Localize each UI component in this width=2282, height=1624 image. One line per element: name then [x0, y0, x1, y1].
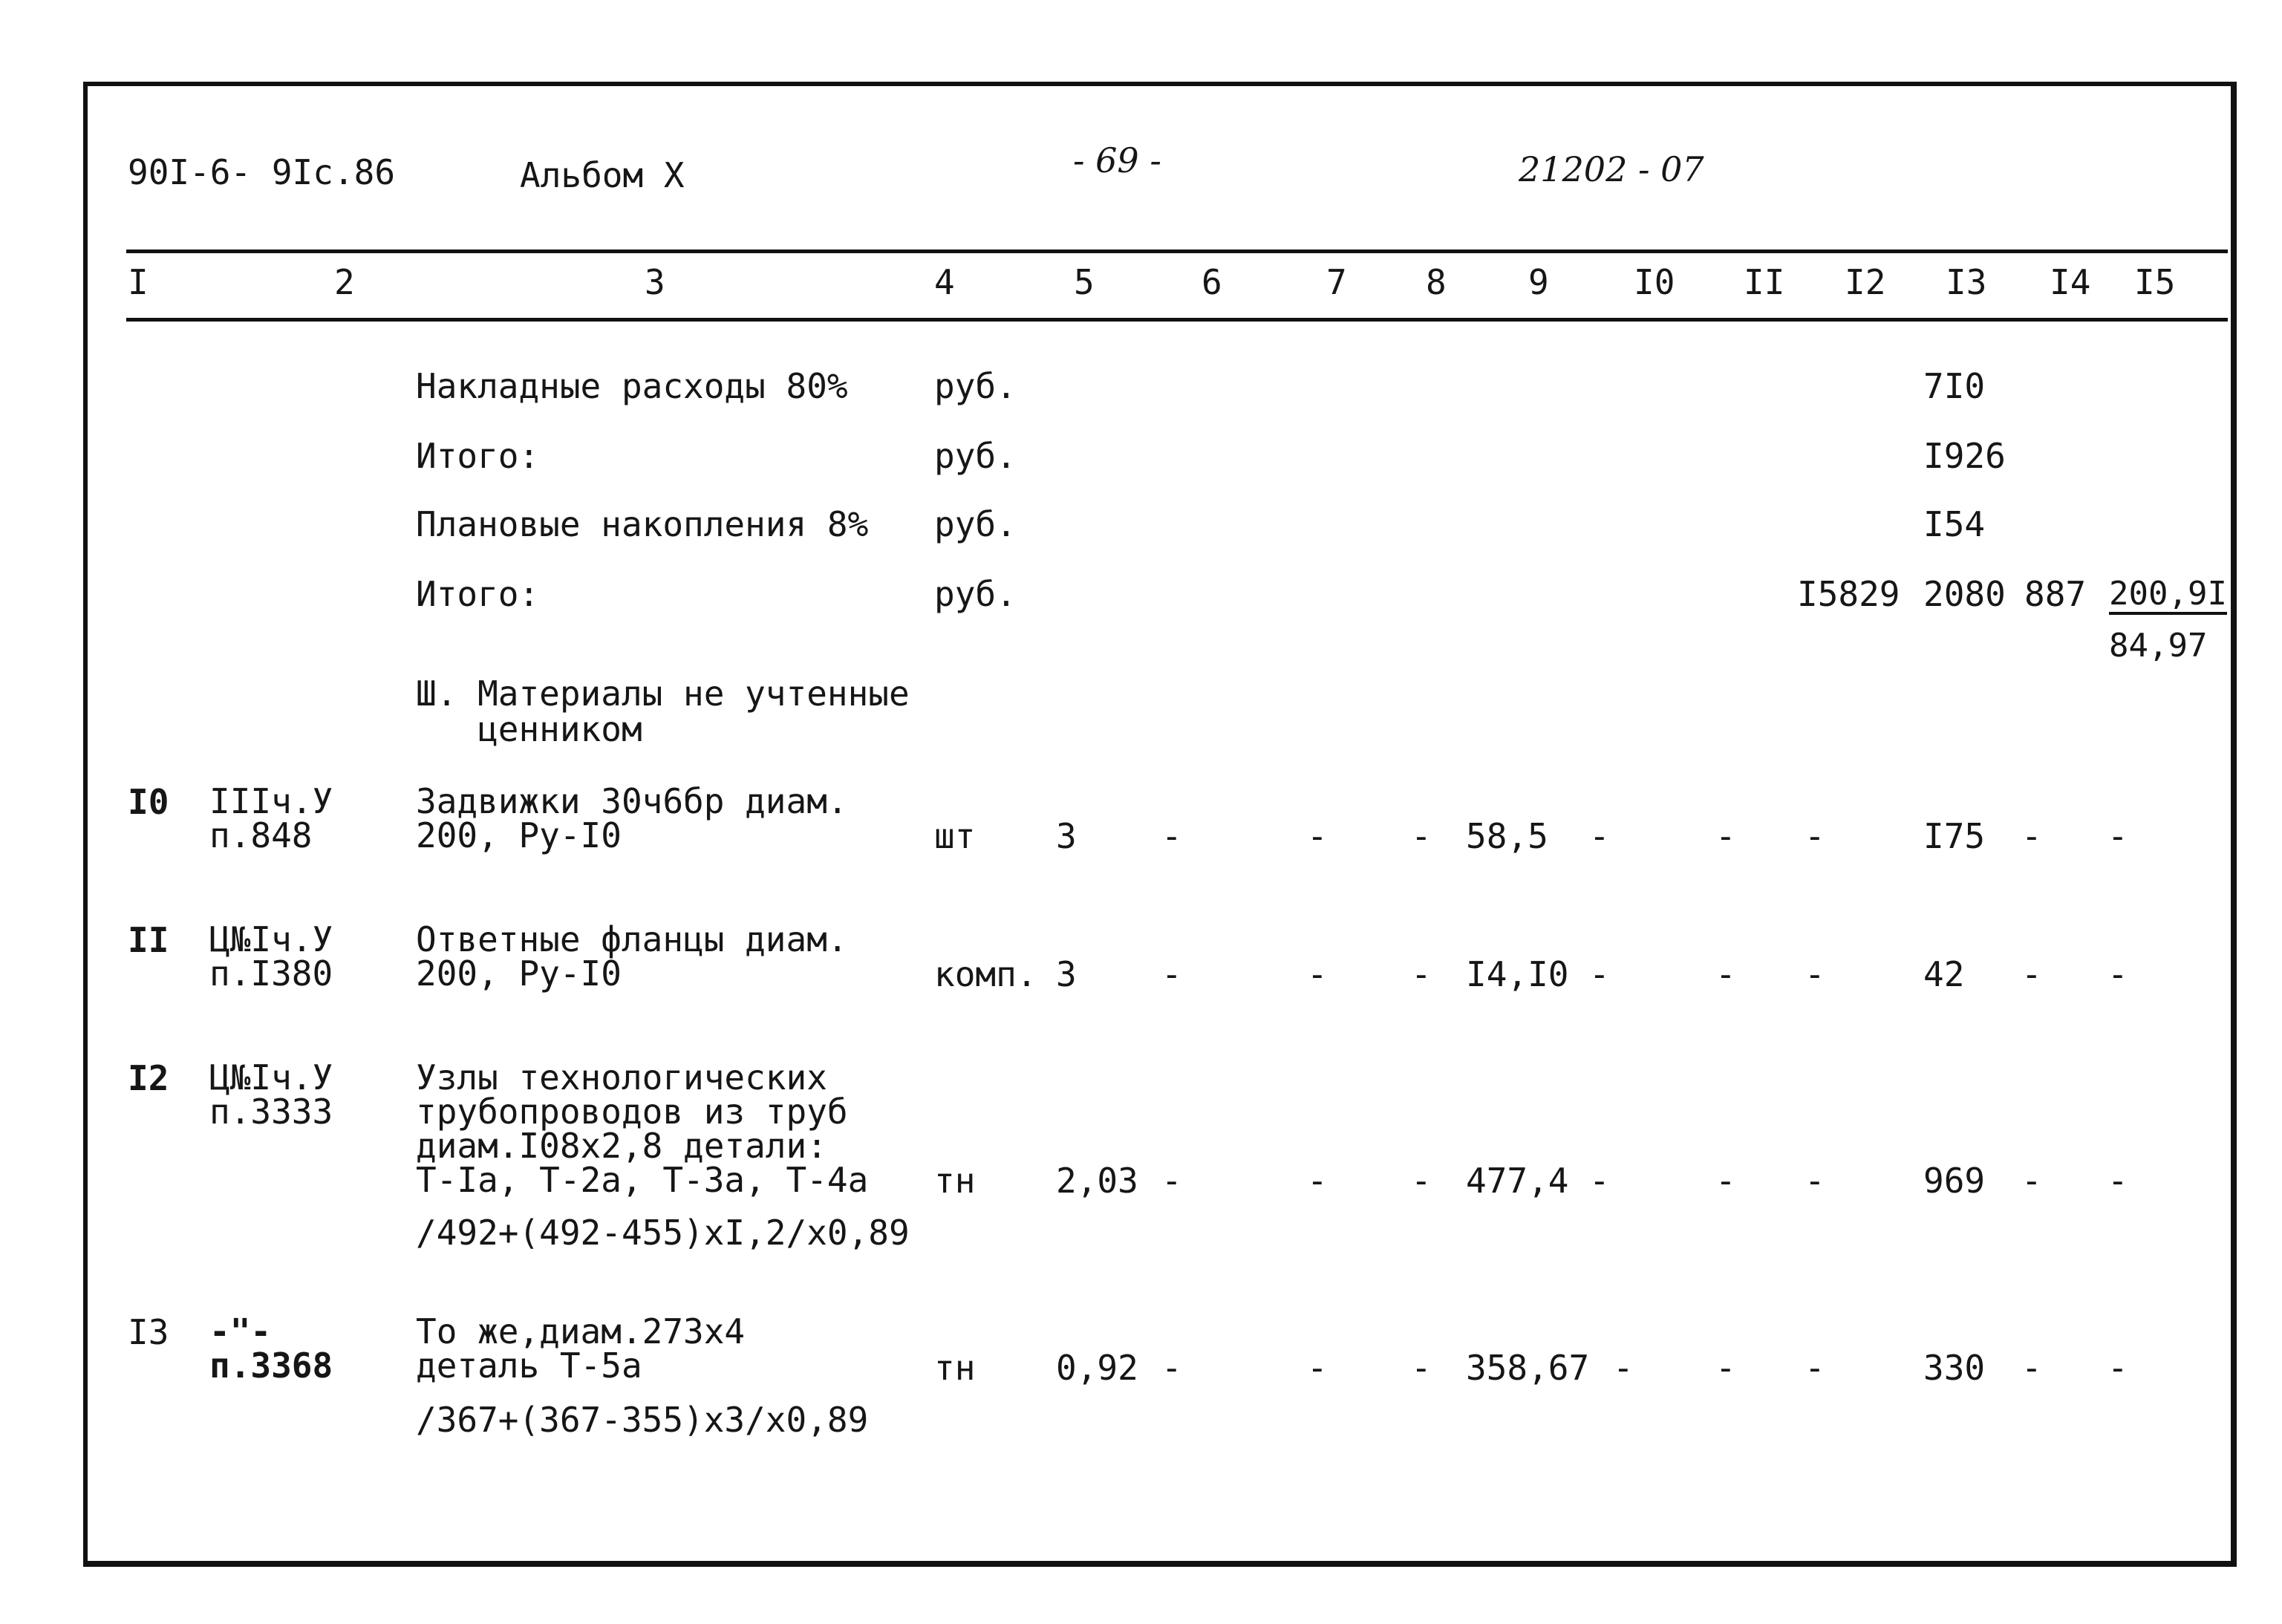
item-number: I3 — [128, 1312, 169, 1352]
item-description: То же,диам.273х4 деталь Т-5а — [416, 1311, 746, 1386]
column-number: 8 — [1426, 262, 1447, 302]
column-number: I3 — [1946, 262, 1987, 302]
cost-value: 887 — [2024, 574, 2087, 614]
item-unit: комп. — [934, 954, 1037, 994]
item-cell: - — [2107, 1161, 2128, 1201]
item-cell: - — [1715, 816, 1736, 856]
item-reference: Ц№Iч.У п.3333 — [209, 1057, 333, 1132]
item-cell: - — [1613, 1348, 1634, 1388]
page-frame — [83, 82, 2237, 1567]
cost-unit: руб. — [934, 436, 1017, 476]
item-unit-price: I4,I0 — [1466, 954, 1569, 994]
item-cell: - — [1307, 1161, 1328, 1201]
column-number: I0 — [1634, 262, 1675, 302]
item-number: I2 — [128, 1058, 169, 1098]
column-number: 9 — [1528, 262, 1549, 302]
item-cell: - — [1805, 816, 1825, 856]
item-quantity: 3 — [1056, 954, 1077, 994]
item-cell: - — [2021, 816, 2042, 856]
cost-unit: руб. — [934, 504, 1017, 544]
item-reference: IIIч.У п.848 — [209, 781, 333, 855]
section-title: Ш. Материалы не учтенные ценником — [416, 674, 910, 749]
cost-value: I926 — [1923, 436, 2006, 476]
item-formula: /367+(367-355)х3/х0,89 — [416, 1400, 869, 1440]
item-total: 969 — [1923, 1161, 1986, 1201]
item-cell: - — [1161, 1161, 1182, 1201]
item-number: I0 — [128, 782, 169, 822]
item-cell: - — [1307, 1348, 1328, 1388]
item-description: Ответные фланцы диам. 200, Ру-I0 — [416, 919, 848, 994]
item-unit-price: 58,5 — [1466, 816, 1548, 856]
cost-value: 7I0 — [1923, 366, 1986, 406]
column-number: 4 — [934, 262, 955, 302]
item-cell: - — [2107, 1348, 2128, 1388]
item-cell: - — [1805, 1348, 1825, 1388]
item-cell: - — [1715, 1348, 1736, 1388]
item-cell: - — [2021, 954, 2042, 994]
item-quantity: 2,03 — [1056, 1161, 1138, 1201]
column-number: 5 — [1074, 262, 1095, 302]
item-cell: - — [1161, 954, 1182, 994]
item-cell: - — [2021, 1348, 2042, 1388]
column-number: 7 — [1326, 262, 1347, 302]
item-cell: - — [1411, 954, 1432, 994]
item-description: Задвижки 30ч6бр диам. 200, Ру-I0 — [416, 781, 848, 855]
item-unit-price: 477,4 — [1466, 1161, 1569, 1201]
item-cell: - — [1805, 954, 1825, 994]
item-cell: - — [1161, 1348, 1182, 1388]
item-total: I75 — [1923, 816, 1986, 856]
item-cell: - — [1589, 954, 1610, 994]
item-reference: Ц№Iч.У п.I380 — [209, 919, 333, 994]
cost-value-denominator: 84,97 — [2109, 627, 2208, 665]
item-cell: - — [1715, 954, 1736, 994]
column-number: I5 — [2134, 262, 2176, 302]
cost-name: Итого: — [416, 574, 540, 614]
item-unit-price: 358,67 — [1466, 1348, 1590, 1388]
header-top-rule — [126, 250, 2228, 253]
item-reference: -"- п.3368 — [209, 1311, 333, 1386]
item-quantity: 0,92 — [1056, 1348, 1138, 1388]
item-cell: - — [1307, 954, 1328, 994]
cost-unit: руб. — [934, 574, 1017, 614]
cost-value: 2080 — [1923, 574, 2006, 614]
cost-value: I5829 — [1797, 574, 1900, 614]
item-unit: тн — [934, 1161, 976, 1201]
item-cell: - — [2021, 1161, 2042, 1201]
document-number: 21202 - 07 — [1519, 149, 1704, 189]
page-number: - 69 - — [1073, 140, 1161, 180]
column-number: 3 — [645, 262, 665, 302]
document-code: 90I-6- 9Ic.86 — [128, 152, 396, 192]
item-cell: - — [1589, 816, 1610, 856]
cost-name: Итого: — [416, 436, 540, 476]
item-cell: - — [1411, 1348, 1432, 1388]
item-formula: /492+(492-455)xI,2/x0,89 — [416, 1213, 910, 1253]
item-cell: - — [1805, 1161, 1825, 1201]
cost-value: I54 — [1923, 504, 1986, 544]
header-bottom-rule — [126, 318, 2228, 322]
column-number: II — [1744, 262, 1785, 302]
item-cell: - — [1715, 1161, 1736, 1201]
item-total: 330 — [1923, 1348, 1986, 1388]
item-cell: - — [1161, 816, 1182, 856]
column-number: I4 — [2050, 262, 2091, 302]
item-number: II — [128, 920, 169, 960]
item-unit: шт — [934, 816, 976, 856]
item-cell: - — [1307, 816, 1328, 856]
column-number: I — [128, 262, 149, 302]
cost-name: Накладные расходы 80% — [416, 366, 848, 406]
item-unit: тн — [934, 1348, 976, 1388]
item-cell: - — [1411, 1161, 1432, 1201]
cost-value-numerator: 200,9I — [2109, 576, 2227, 615]
column-number: I2 — [1845, 262, 1886, 302]
item-cell: - — [2107, 954, 2128, 994]
item-description: Узлы технологических трубопроводов из труб диам.I08x2,8 детали: Т-Iа, Т-2а, Т-3а, Т-4а — [416, 1057, 869, 1200]
item-quantity: 3 — [1056, 816, 1077, 856]
column-number: 6 — [1202, 262, 1222, 302]
item-cell: - — [1411, 816, 1432, 856]
album-label: Альбом X — [520, 155, 685, 195]
item-total: 42 — [1923, 954, 1965, 994]
cost-name: Плановые накопления 8% — [416, 504, 869, 544]
column-number: 2 — [334, 262, 355, 302]
item-cell: - — [2107, 816, 2128, 856]
item-cell: - — [1589, 1161, 1610, 1201]
cost-unit: руб. — [934, 366, 1017, 406]
